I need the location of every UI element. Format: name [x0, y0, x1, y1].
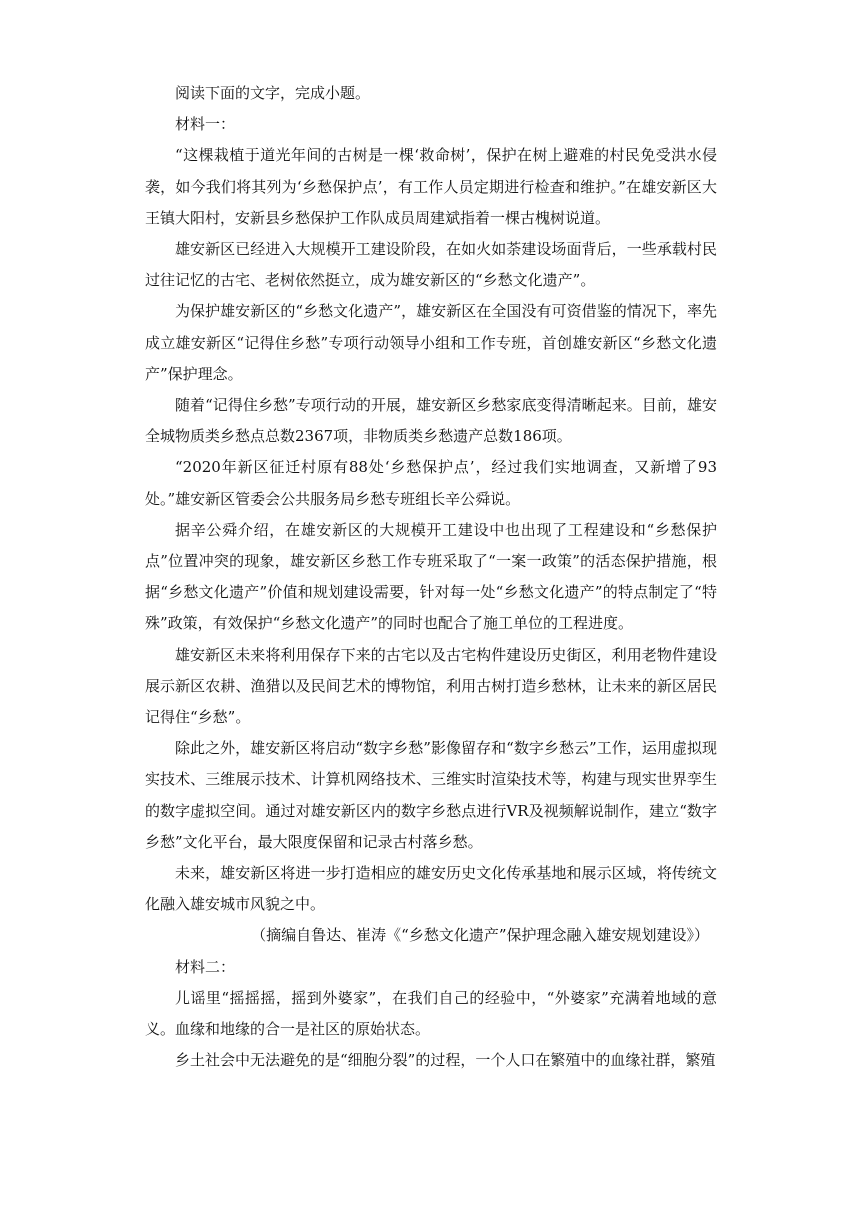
- reading-passage: [145, 78, 717, 1077]
- material-one-paragraph: 随着“记得住乡愁”专项行动的开展，雄安新区乡愁家底变得清晰起来。目前，雄安全城物质类乡愁点总数2367项，非物质类乡愁遗产总数186项。: [145, 396, 717, 446]
- material-one-paragraph: 为保护雄安新区的“乡愁文化遗产”，雄安新区在全国没有可资借鉴的情况下，率先成立雄安新区“记得住乡愁”专项行动领导小组和工作专班，首创雄安新区“乡愁文化遗产”保护理念。: [145, 302, 717, 383]
- material-one-paragraph: 据辛公舜介绍，在雄安新区的大规模开工建设中也出现了工程建设和“乡愁保护点”位置冲突的现象，雄安新区乡愁工作专班采取了“一案一政策”的活态保护措施，根据“乡愁文化遗产”价值和规划建设需要，针对每一处“乡愁文化遗产”的特点制定了“特殊”政策，有效保护“乡愁文化遗产”的同时也配合了施工单位的工程进度。: [145, 520, 717, 633]
- material-one-paragraph: “2020年新区征迁村原有88处‘乡愁保护点’，经过我们实地调查，又新增了93处。”雄安新区管委会公共服务局乡愁专班组长辛公舜说。: [145, 458, 717, 508]
- material-one-paragraph: 雄安新区已经进入大规模开工建设阶段，在如火如荼建设场面背后，一些承载村民过往记忆的古宅、老树依然挺立，成为雄安新区的“乡愁文化遗产”。: [145, 240, 717, 290]
- material-one-paragraph: “这棵栽植于道光年间的古树是一棵‘救命树’，保护在树上避难的村民免受洪水侵袭，如今我们将其列为‘乡愁保护点’，有工作人员定期进行检查和维护。”在雄安新区大王镇大阳村，安新县乡愁保护工作队成员周建斌指着一棵古槐树说道。: [145, 146, 717, 227]
- material-two-heading: 材料二：: [175, 957, 236, 976]
- material-two-paragraph: 儿谣里“摇摇摇，摇到外婆家”，在我们自己的经验中，“外婆家”充满着地域的意义。血缘和地缘的合一是社区的原始状态。: [145, 988, 717, 1039]
- material-two-paragraph: 乡土社会中无法避免的是“细胞分裂”的过程，一个人口在繁殖中的血缘社群，繁殖: [175, 1051, 716, 1070]
- material-one-heading: 材料一：: [175, 115, 236, 134]
- material-one-paragraph: 除此之外，雄安新区将启动“数字乡愁”影像留存和“数字乡愁云”工作，运用虚拟现实技术、三维展示技术、计算机网络技术、三维实时渲染技术等，构建与现实世界孪生的数字虚拟空间。通过对雄安新区内的数字乡愁点进行VR及视频解说制作，建立“数字乡愁”文化平台，最大限度保留和记录古村落乡愁。: [145, 739, 717, 851]
- instruction-text: 阅读下面的文字，完成小题。: [175, 84, 371, 102]
- material-one-paragraph: 未来，雄安新区将进一步打造相应的雄安历史文化传承基地和展示区域，将传统文化融入雄安城市风貌之中。: [145, 864, 717, 914]
- material-one-source: （摘编自鲁达、崔涛《“乡愁文化遗产”保护理念融入雄安规划建设》）: [251, 926, 709, 945]
- material-one-paragraph: 雄安新区未来将利用保存下来的古宅以及古宅构件建设历史街区，利用老物件建设展示新区农耕、渔猎以及民间艺术的博物馆，利用古树打造乡愁林，让未来的新区居民记得住“乡愁”。: [145, 645, 717, 727]
